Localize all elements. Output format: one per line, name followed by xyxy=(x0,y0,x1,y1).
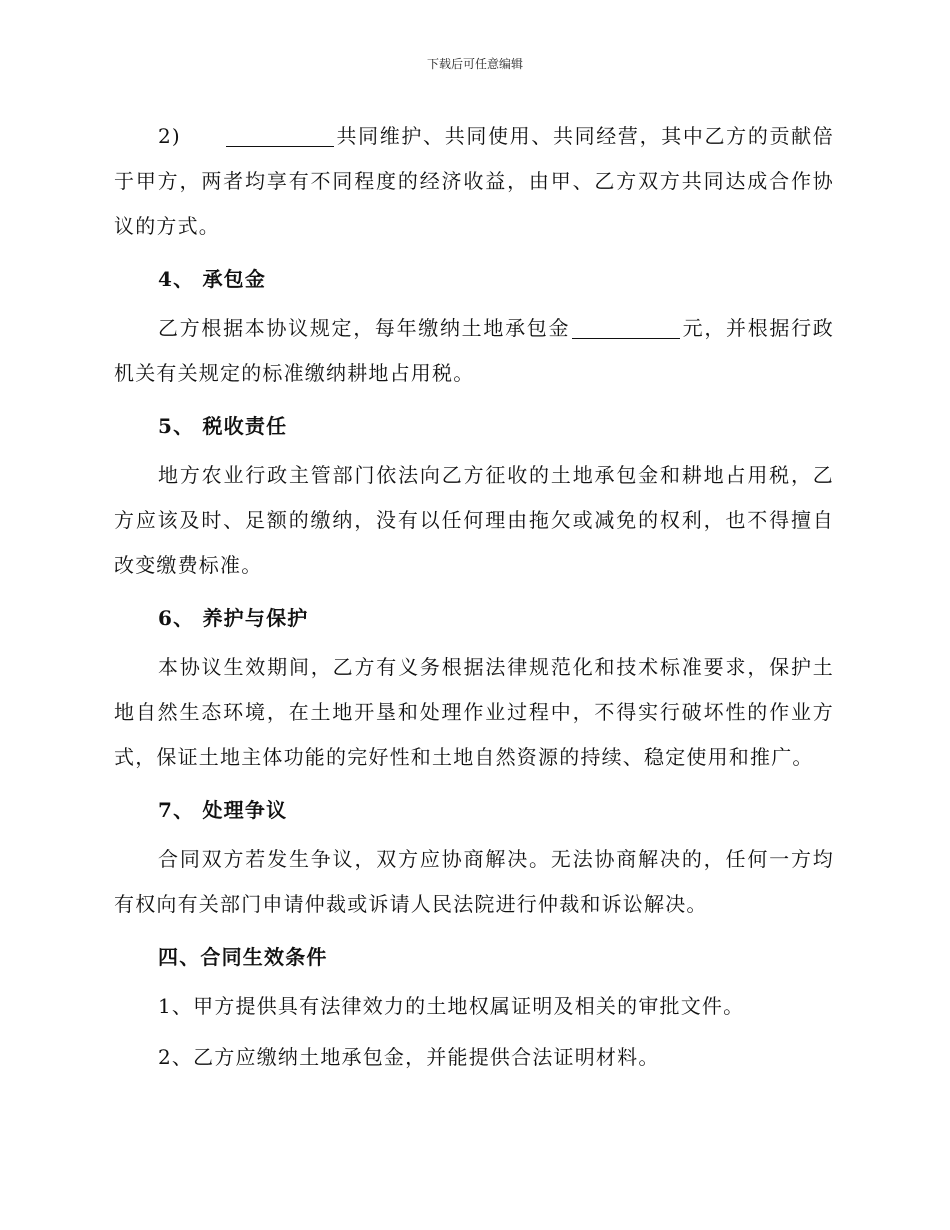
item-2-number: 2) xyxy=(158,124,181,148)
section-6-paragraph: 本协议生效期间，乙方有义务根据法律规范化和技术标准要求，保护土地自然生态环境，在土地开垦和处理作业过程中，不得实行破坏性的作业方式，保证土地主体功能的完好性和土地自然资源的持续、稳定使用和推广。 xyxy=(114,655,834,769)
page-header: 下载后可任意编辑 xyxy=(426,57,523,71)
section-four-heading: 四、合同生效条件 xyxy=(158,945,328,969)
section-7-heading: 7、 处理争议 xyxy=(158,798,288,822)
document-body xyxy=(114,114,834,1086)
section-4-text-end: 元，并根据行政机关有关规定的标准缴纳耕地占用税。 xyxy=(114,316,834,385)
section-5-paragraph: 地方农业行政主管部门依法向乙方征收的土地承包金和耕地占用税，乙方应该及时、足额的缴纳，没有以任何理由拖欠或减免的权利，也不得擅自改变缴费标准。 xyxy=(114,463,834,577)
section-4-heading: 4、 承包金 xyxy=(158,267,267,291)
condition-item-2: 2、乙方应缴纳土地承包金，并能提供合法证明材料。 xyxy=(158,1045,660,1069)
condition-item-1: 1、甲方提供具有法律效力的土地权属证明及相关的审批文件。 xyxy=(158,994,745,1018)
section-6-heading: 6、 养护与保护 xyxy=(158,606,309,630)
section-7-paragraph: 合同双方若发生争议，双方应协商解决。无法协商解决的，任何一方均有权向有关部门申请仲裁或诉请人民法院进行仲裁和诉讼解决。 xyxy=(114,847,834,916)
item-2-paragraph xyxy=(114,114,834,249)
blank-line xyxy=(226,126,334,147)
section-4-text-start: 乙方根据本协议规定，每年缴纳土地承包金 xyxy=(158,316,571,340)
section-5-heading: 5、 税收责任 xyxy=(158,414,288,438)
blank-line xyxy=(572,318,680,339)
section-4-paragraph xyxy=(114,306,834,396)
item-2-text: 共同维护、共同使用、共同经营，其中乙方的贡献倍于甲方，两者均享有不同程度的经济收益，由甲、乙方双方共同达成合作协议的方式。 xyxy=(114,124,834,238)
